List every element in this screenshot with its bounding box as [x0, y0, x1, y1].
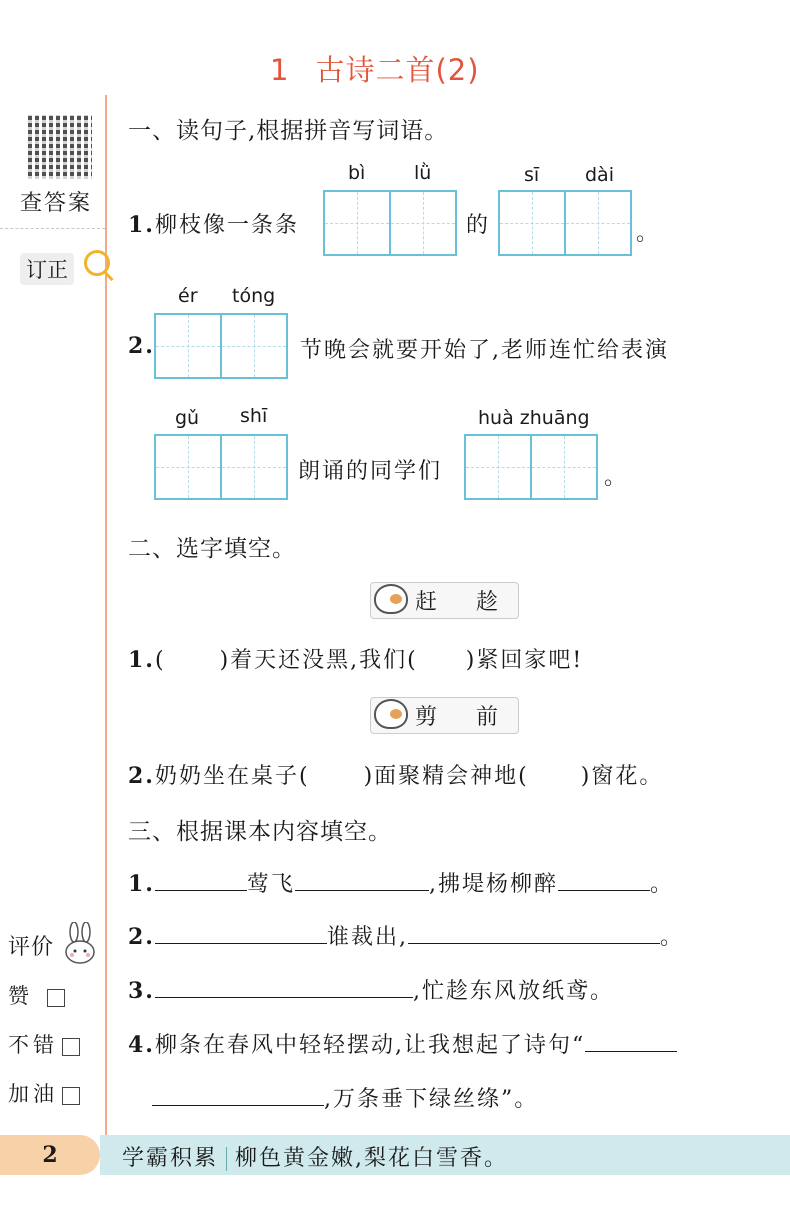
question-number: 3.: [128, 978, 155, 1004]
eval-label: 赞: [8, 984, 33, 1008]
s3-q3-line: [128, 974, 614, 1005]
fill-blank[interactable]: [295, 868, 429, 891]
question-number: 1.: [128, 647, 155, 673]
eval-label: 加油: [8, 1082, 58, 1106]
choice-chars-1: 赶 趁: [370, 582, 519, 619]
checkbox[interactable]: [62, 1038, 80, 1056]
fill-blank[interactable]: [155, 921, 327, 944]
margin-line: [105, 95, 107, 1135]
pinyin-bi: bì: [348, 162, 366, 184]
checkbox[interactable]: [47, 989, 65, 1007]
s3-q1-a: 莺飞: [246, 872, 295, 897]
lesson-title: 古诗二首(2): [315, 53, 480, 87]
pinyin-er: ér: [178, 285, 198, 307]
choice-box-2: [370, 697, 519, 734]
s1-q1-text-a: 柳枝像一条条: [154, 213, 299, 238]
s1-q2-end: 。: [604, 465, 629, 490]
answer-boxes-gushi[interactable]: [154, 434, 288, 500]
question-number: 2.: [128, 763, 155, 789]
choice-box-1: [370, 582, 519, 619]
mascot-icon: [374, 699, 408, 729]
s1-q2-text-a: 节晚会就要开始了,老师连忙给表演: [300, 338, 669, 363]
s2-q2-a: 奶奶坐在桌子(: [154, 764, 310, 789]
answer-boxes-bilv[interactable]: [323, 190, 457, 256]
s2-q2-c: )窗花。: [580, 764, 664, 789]
s3-q4-a: 柳条在春风中轻轻摆动,让我想起了诗句“: [154, 1033, 586, 1058]
s2-q1-line: [128, 643, 583, 674]
s3-q1-end: 。: [649, 872, 674, 897]
s1-q1-line: [128, 208, 299, 239]
s3-q1-line: [128, 867, 674, 898]
question-number: 2.: [128, 924, 155, 950]
section1-heading: 一、读句子,根据拼音写词语。: [128, 118, 449, 144]
answer-boxes-sidai[interactable]: [498, 190, 632, 256]
pinyin-huazhuang: huà zhuāng: [478, 407, 590, 429]
fill-blank[interactable]: [155, 868, 247, 891]
s1-q2-text-b: 朗诵的同学们: [298, 459, 443, 484]
pinyin-gu: gǔ: [175, 407, 200, 429]
fill-blank[interactable]: [155, 975, 413, 998]
section3-heading: 三、根据课本内容填空。: [128, 819, 392, 845]
eval-item-bucuo[interactable]: [8, 1029, 80, 1059]
s3-q4-line2: [152, 1082, 538, 1113]
pinyin-tong: tóng: [232, 285, 276, 307]
fill-blank[interactable]: [558, 868, 650, 891]
pinyin-dai: dài: [585, 164, 614, 186]
eval-item-jiayou[interactable]: [8, 1078, 80, 1108]
s2-q1-b: )着天还没黑,我们(: [219, 648, 418, 673]
pinyin-lv: lǜ: [414, 162, 432, 184]
choice-chars-2: 剪 前: [370, 697, 519, 734]
s2-q2-b: )面聚精会神地(: [363, 764, 529, 789]
evaluation-label: 评价: [8, 935, 55, 960]
sidebar-divider: [0, 228, 105, 229]
magnifier-icon: [84, 250, 110, 276]
s2-q1-c: )紧回家吧!: [465, 648, 584, 673]
answer-boxes-huazhuang[interactable]: [464, 434, 598, 500]
footer-tip: [122, 1141, 508, 1172]
rabbit-icon: [62, 922, 98, 964]
s3-q1-b: ,拂堤杨柳醉: [428, 872, 558, 897]
question-number: 2.: [128, 333, 155, 359]
pinyin-si: sī: [524, 164, 540, 186]
lesson-number: 1: [270, 53, 290, 87]
s2-q1-a: (: [154, 648, 166, 673]
s3-q2-a: 谁裁出,: [326, 925, 408, 950]
qr-label: 查答案: [20, 191, 93, 216]
section2-heading: 二、选字填空。: [128, 536, 296, 562]
fill-blank[interactable]: [585, 1029, 677, 1052]
s1-q1-end: 。: [636, 221, 661, 246]
s3-q3-a: ,忙趁东风放纸鸢。: [412, 979, 614, 1004]
s1-q1-text-b: 的: [466, 213, 491, 238]
s3-q2-end: 。: [659, 925, 684, 950]
qr-code-icon[interactable]: [28, 115, 92, 179]
footer-label: 学霸积累: [122, 1146, 219, 1171]
page-title: [270, 48, 480, 89]
question-number: 4.: [128, 1032, 155, 1058]
footer-divider: [226, 1147, 227, 1171]
page-number: 2: [0, 1135, 100, 1175]
fix-label: 订正: [20, 253, 74, 285]
question-number: 1.: [128, 212, 155, 238]
s3-q2-line: [128, 920, 684, 951]
s3-q4-b: ,万条垂下绿丝绦”。: [324, 1087, 539, 1112]
checkbox[interactable]: [62, 1087, 80, 1105]
mascot-icon: [374, 584, 408, 614]
question-number: 1.: [128, 871, 155, 897]
fill-blank[interactable]: [408, 921, 660, 944]
footer-quote: 柳色黄金嫩,梨花白雪香。: [235, 1146, 509, 1171]
eval-label: 不错: [8, 1033, 58, 1057]
fill-blank[interactable]: [152, 1083, 324, 1106]
pinyin-shi: shī: [240, 405, 268, 427]
answer-boxes-ertong[interactable]: [154, 313, 288, 379]
s2-q2-line: [128, 759, 663, 790]
s3-q4-line: [128, 1028, 677, 1059]
eval-item-zan[interactable]: [8, 980, 65, 1010]
